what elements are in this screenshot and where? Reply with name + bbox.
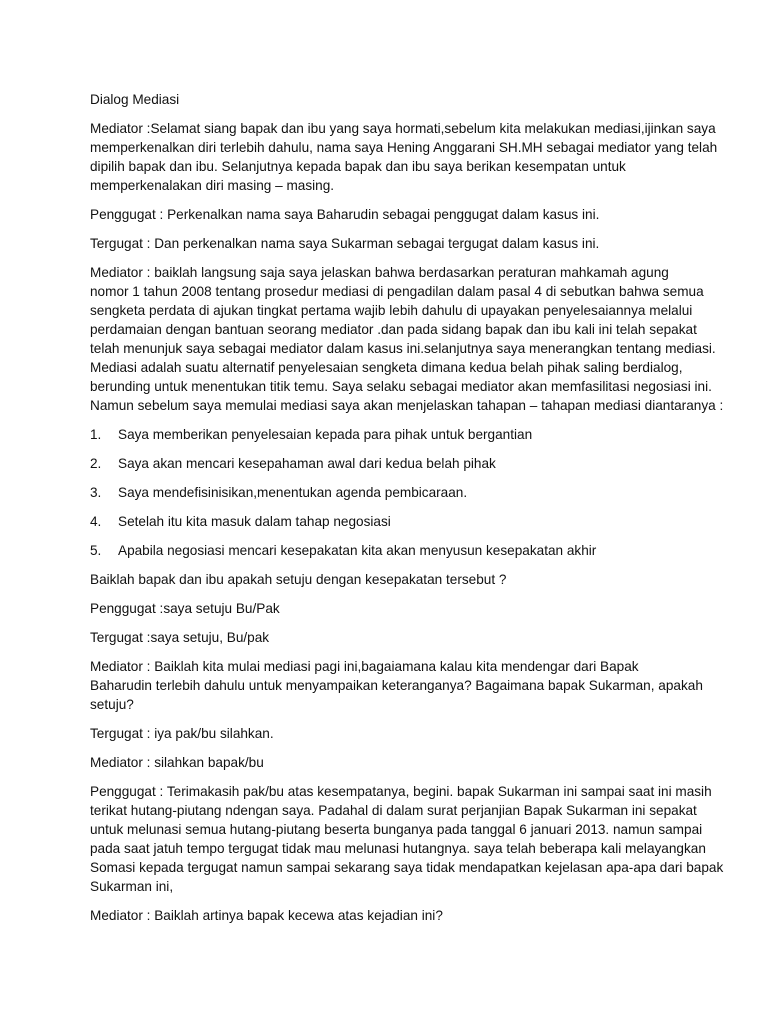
text-line: Sukarman ini, (90, 879, 174, 894)
text-line: Penggugat : Terimakasih pak/bu atas kesempatanya, begini. bapak Sukarman ini sampai saat ini masih (90, 784, 712, 799)
text-line: perdamaian dengan bantuan seorang mediator .dan pada sidang bapak dan ibu kali ini telah sepakat (90, 322, 697, 337)
list-number: 1. (90, 427, 102, 442)
dialog-paragraph (90, 570, 694, 589)
text-line: Mediator : Baiklah kita mulai mediasi pagi ini,bagaiamana kalau kita mendengar dari Bapak (90, 659, 639, 674)
text-line: dipilih bapak dan ibu. Selanjutnya kepada bapak dan ibu saya berikan kesempatan untuk (90, 159, 626, 174)
list-number: 4. (90, 514, 102, 529)
list-number: 5. (90, 543, 102, 558)
text-line: berunding untuk menentukan titik temu. Saya selaku sebagai mediator akan memfasilitasi negosiasi ini. (90, 379, 712, 394)
dialog-paragraph (90, 234, 694, 253)
list-text: Apabila negosiasi mencari kesepakatan kita akan menyusun kesepakatan akhir (118, 543, 597, 558)
text-line: Mediator : baiklah langsung saja saya jelaskan bahwa berdasarkan peraturan mahkamah agung (90, 265, 669, 280)
list-text: Saya memberikan penyelesaian kepada para pihak untuk bergantian (118, 427, 533, 442)
text-line: untuk melunasi semua hutang-piutang beserta bunganya pada tanggal 6 januari 2013. namun sampai (90, 822, 703, 837)
text-line: Penggugat :saya setuju Bu/Pak (90, 601, 280, 616)
dialog-paragraph (90, 782, 724, 896)
dialog-paragraph (90, 119, 718, 195)
text-line: pada saat jatuh tempo tergugat tidak mau melunasi hutangnya. saya telah beberapa kali melayangkan (90, 841, 706, 856)
text-line: Tergugat : iya pak/bu silahkan. (90, 726, 274, 741)
list-item (90, 541, 694, 560)
dialog-paragraph (90, 599, 694, 618)
dialog-paragraph (90, 753, 694, 772)
document-title: Dialog Mediasi (90, 92, 180, 107)
list-text: Saya akan mencari kesepahaman awal dari kedua belah pihak (118, 456, 496, 471)
text-line: Mediator : silahkan bapak/bu (90, 755, 264, 770)
dialog-paragraph (90, 724, 694, 743)
text-line: memperkenalkan diri terlebih dahulu, nama saya Hening Anggarani SH.MH sebagai mediator yang telah (90, 140, 718, 155)
list-number: 3. (90, 485, 102, 500)
list-text: Saya mendefisinisikan,menentukan agenda pembicaraan. (118, 485, 468, 500)
list-item (90, 454, 694, 473)
text-line: Mediator :Selamat siang bapak dan ibu yang saya hormati,sebelum kita melakukan mediasi,ijinkan saya (90, 121, 716, 136)
text-line: Penggugat : Perkenalkan nama saya Baharudin sebagai penggugat dalam kasus ini. (90, 207, 600, 222)
text-line: terikat hutang-piutang ndengan saya. Padahal di dalam surat perjanjian Bapak Sukarman ini sepakat (90, 803, 697, 818)
text-line: Baiklah bapak dan ibu apakah setuju dengan kesepakatan tersebut ? (90, 572, 507, 587)
text-line: Namun sebelum saya memulai mediasi saya akan menjelaskan tahapan – tahapan mediasi diantaranya : (90, 398, 724, 413)
list-item (90, 425, 694, 444)
text-line: Somasi kepada tergugat namun sampai sekarang saya tidak mendapatkan kejelasan apa-apa dari bapak (90, 860, 724, 875)
text-line: Mediator : Baiklah artinya bapak kecewa atas kejadian ini? (90, 908, 443, 923)
list-item (90, 483, 694, 502)
dialog-paragraph (90, 205, 694, 224)
dialog-section-2 (90, 570, 724, 925)
text-line: nomor 1 tahun 2008 tentang prosedur mediasi di pengadilan dalam pasal 4 di sebutkan bahwa semua (90, 284, 704, 299)
text-line: Mediasi adalah suatu alternatif penyelesaian sengketa dimana kedua belah pihak saling berdialog, (90, 360, 683, 375)
text-line: Baharudin terlebih dahulu untuk menyampaikan keteranganya? Bagaimana bapak Sukarman, apakah (90, 678, 703, 693)
steps-list (90, 425, 694, 560)
text-line: memperkenalakan diri masing – masing. (90, 178, 335, 193)
text-line: telah menunjuk saya sebagai mediator dalam kasus ini.selanjutnya saya menerangkan tentang mediasi. (90, 341, 716, 356)
dialog-paragraph (90, 263, 724, 415)
dialog-paragraph (90, 657, 703, 714)
text-line: sengketa perdata di ajukan tingkat pertama wajib lebih dahulu di upayakan penyelesaiannya melalui (90, 303, 693, 318)
document-page (90, 90, 724, 935)
list-number: 2. (90, 456, 102, 471)
text-line: Tergugat : Dan perkenalkan nama saya Sukarman sebagai tergugat dalam kasus ini. (90, 236, 600, 251)
text-line: setuju? (90, 697, 134, 712)
list-text: Setelah itu kita masuk dalam tahap negosiasi (118, 514, 391, 529)
dialog-paragraph (90, 628, 694, 647)
dialog-section-1 (90, 119, 724, 415)
list-item (90, 512, 694, 531)
text-line: Tergugat :saya setuju, Bu/pak (90, 630, 270, 645)
dialog-paragraph (90, 906, 694, 925)
